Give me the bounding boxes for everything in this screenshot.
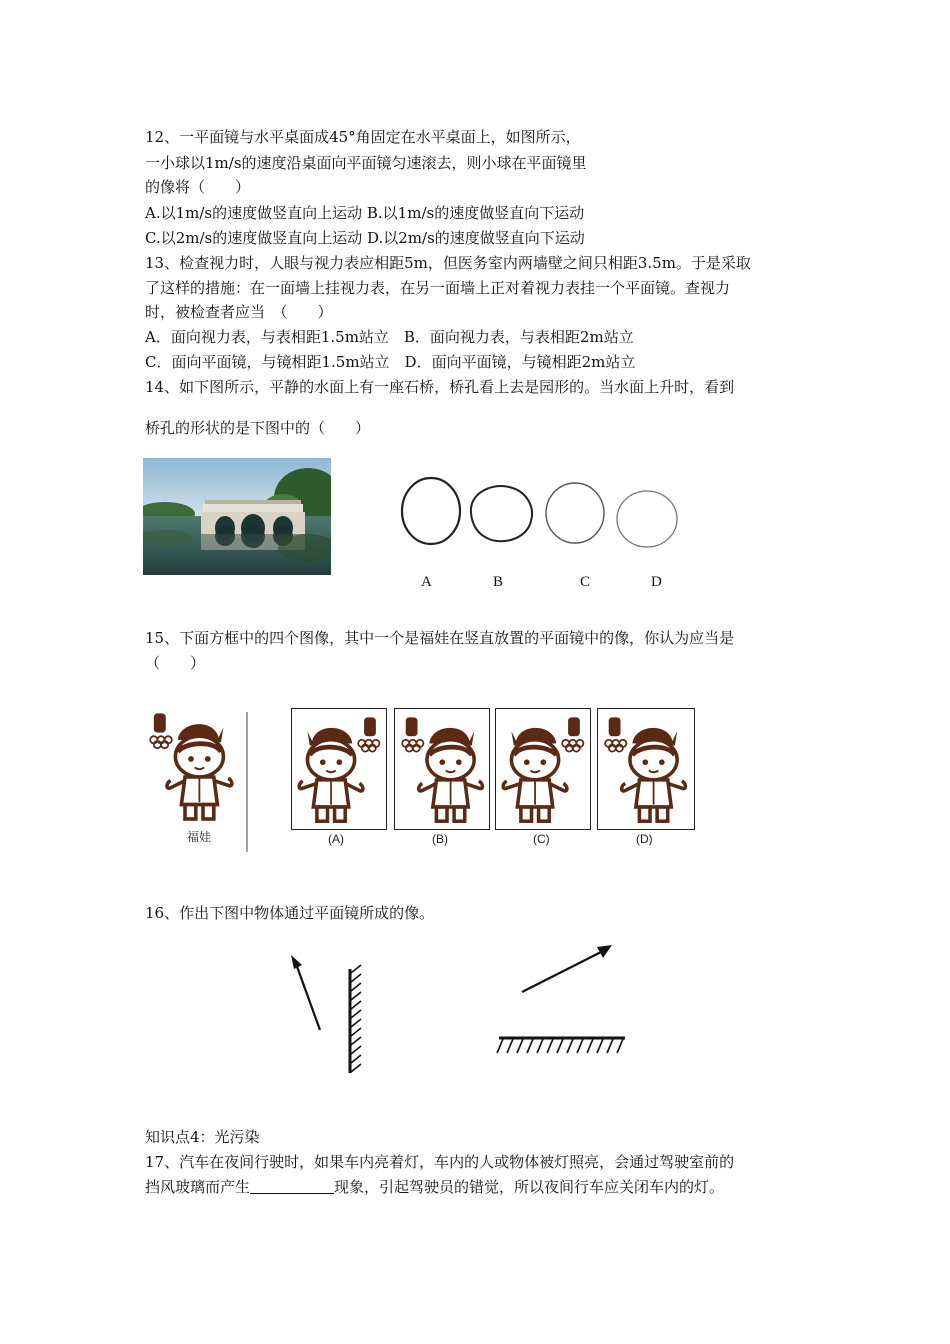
fuwa-figure	[605, 717, 685, 821]
fuwa-choice-label-a: (A)	[328, 832, 344, 846]
q17-text-after-blank: 现象，引起驾驶员的错觉，所以夜间行车应关闭车内的灯。	[334, 1178, 725, 1196]
choice-label-d: D	[651, 574, 662, 590]
shape-c-circle	[546, 483, 604, 543]
q17-answer-blank[interactable]	[250, 1178, 334, 1194]
q12-options-ab: A.以1m/s的速度做竖直向上运动 B.以1m/s的速度做竖直向下运动	[145, 204, 585, 222]
fuwa-figure-a	[292, 709, 386, 829]
q13-options-ab: A．面向视力表，与表相距1.5m站立 B．面向视力表，与表相距2m站立	[145, 328, 634, 346]
divider-line	[246, 712, 248, 852]
fuwa-option-a-box	[291, 708, 387, 830]
knowledge-point-heading: 知识点4：光污染	[145, 1128, 260, 1146]
q17-stem-line2	[145, 1177, 724, 1197]
q14-stem-line1: 14、如下图所示，平静的水面上有一座石桥，桥孔看上去是园形的。当水面上升时，看到	[145, 378, 735, 396]
fuwa-figure-c	[496, 709, 590, 829]
choice-label-c: C	[580, 574, 591, 590]
q17-text-before-blank: 挡风玻璃而产生	[145, 1178, 251, 1196]
bridge-photo	[143, 458, 331, 575]
q16-stem-line1: 16、作出下图中物体通过平面镜所成的像。	[145, 904, 435, 922]
fuwa-option-c-box	[495, 708, 591, 830]
q12-options-cd: C.以2m/s的速度做竖直向上运动 D.以2m/s的速度做竖直向下运动	[145, 229, 585, 247]
q13-options-cd: C．面向平面镜，与镜相距1.5m站立 D．面向平面镜，与镜相距2m站立	[145, 353, 636, 371]
q15-stem-line1: 15、下面方框中的四个图像，其中一个是福娃在竖直放置的平面镜中的像，你认为应当是	[145, 629, 735, 647]
q13-stem-line3: 时，被检查者应当 （ ）	[145, 303, 333, 321]
fuwa-option-d-box	[597, 708, 695, 830]
arrow-head-1	[291, 955, 302, 969]
fuwa-figure-b	[395, 709, 489, 829]
q14-stem-line2: 桥孔的形状的是下图中的（ ）	[145, 419, 371, 437]
q12-stem-line2: 一小球以1m/s的速度沿桌面向平面镜匀速滚去，则小球在平面镜里	[145, 154, 587, 172]
q12-stem-line1: 12、一平面镜与水平桌面成45°角固定在水平桌面上，如图所示，	[145, 128, 581, 146]
object-arrow-1	[295, 961, 320, 1030]
horizontal-mirror-hatching	[497, 1039, 623, 1053]
fuwa-figure	[402, 717, 482, 821]
fuwa-choice-label-b: (B)	[432, 832, 448, 846]
fuwa-option-b-box	[394, 708, 490, 830]
fuwa-figure-d	[598, 709, 694, 829]
q17-stem-line1: 17、汽车在夜间行驶时，如果车内亮着灯，车内的人或物体被灯照亮，会通过驾驶室前的	[145, 1153, 735, 1171]
fuwa-original-figure	[145, 705, 245, 815]
shape-a-circle	[402, 478, 460, 544]
fuwa-figure	[503, 717, 583, 821]
bridge-hole-shapes	[395, 477, 695, 557]
shape-b-circle	[471, 486, 532, 541]
fuwa-choice-label-d: (D)	[636, 832, 653, 846]
choice-label-a: A	[421, 574, 432, 590]
fuwa-choice-label-c: (C)	[533, 832, 550, 846]
q13-stem-line1: 13、检查视力时，人眼与视力表应相距5m，但医务室内两墙壁之间只相距3.5m。于是采取	[145, 254, 751, 272]
fuwa-figure	[299, 717, 379, 821]
fuwa-figure	[150, 713, 232, 819]
q13-stem-line2: 了这样的措施：在一面墙上挂视力表，在另一面墙上正对着视力表挂一个平面镜。查视力	[145, 279, 731, 297]
vertical-mirror-hatching	[351, 965, 361, 1072]
choice-label-b: B	[493, 574, 504, 590]
q12-stem-line3: 的像将（ ）	[145, 178, 251, 196]
shape-d-circle	[617, 491, 677, 547]
mirror-diagram-vertical	[285, 945, 375, 1075]
mirror-diagram-horizontal	[495, 935, 635, 1065]
fuwa-original-label: 福娃	[187, 830, 212, 844]
q15-stem-line2: （ ）	[145, 654, 206, 672]
object-arrow-2	[522, 950, 605, 992]
arrow-head-2	[597, 945, 612, 958]
